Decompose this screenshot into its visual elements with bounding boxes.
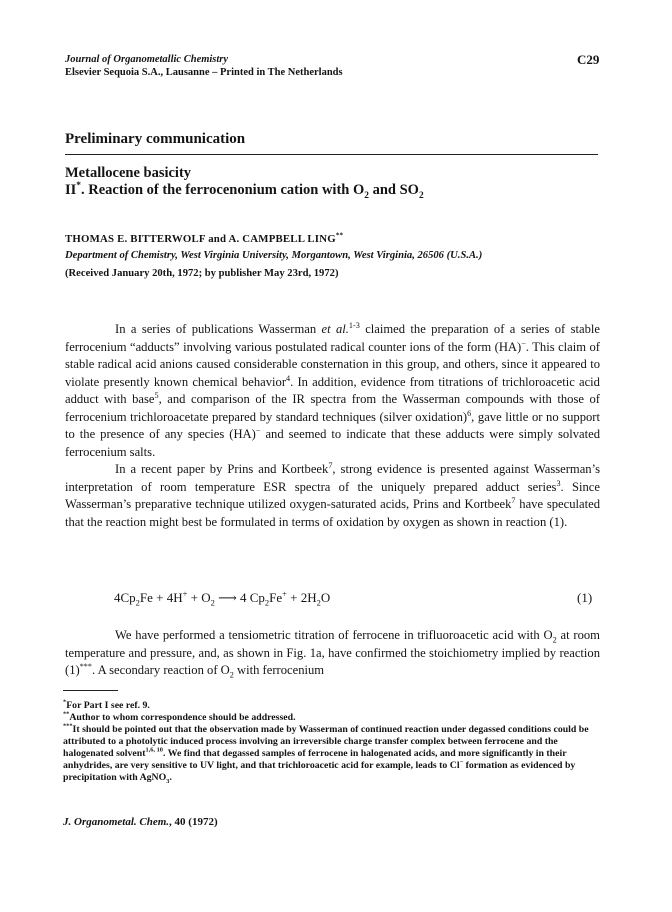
author-footnote-stars: ** <box>335 231 344 240</box>
reaction-arrow: ⟶ <box>214 590 240 605</box>
title-footnote-star: * <box>76 181 81 192</box>
paragraph-2: In a recent paper by Prins and Kortbeek$^7$, strong evidence is presented against Wasserman’s interpretation of room temperature ESR spectra of the uniquely prepared adduct series$^3$. Since Wasserman’s preparative technique utilized oxygen-saturated acids, Prins and Kortbeek$^7$ have speculated that the reaction might best be formulated in terms of oxidation by oxygen as shown in reaction (1). <box>65 460 600 529</box>
journal-citation-footer: J. Organometal. Chem., 40 (1972) <box>63 816 218 828</box>
received-dates: (Received January 20th, 1972; by publisher May 23rd, 1972) <box>65 268 339 279</box>
body-text <box>65 321 600 531</box>
equation-1: $4Cp_2Fe + 4H^+ + O_2$ ⟶ 4 $Cp_2Fe^+ + 2H_2O$ <box>114 588 331 608</box>
footnote-1: *For Part I see ref. 9. <box>63 698 150 711</box>
footnote-3: ***It should be pointed out that the observation made by Wasserman of continued reaction under degassed conditions could be attributed to a photolytic induced process involving an irreversible charge transfer complex between ferrocene and the halogenated solvent$^{1,6, 10}$. We find that degassed samples of ferrocene in halogenated acids, and more significantly in their anhydrides, are very sensitive to UV light, and that trichloroacetic acid for example, leads to Cl− formation as evidenced by precipitation with AgNO$_3$. <box>63 722 589 785</box>
affiliation: Department of Chemistry, West Virginia University, Morgantown, West Virginia, 26506 (U.S.A.) <box>65 250 483 261</box>
publisher-line: Elsevier Sequoia S.A., Lausanne – Printed in The Netherlands <box>65 67 343 78</box>
equation-number: (1) <box>577 590 593 605</box>
paper-title-line2: II*. Reaction of the ferrocenonium cation with $O_2$ and $SO_2$ <box>65 181 424 201</box>
body-text-continued <box>65 627 600 680</box>
paper-title-line1: Metallocene basicity <box>65 165 192 181</box>
footnotes <box>63 700 608 784</box>
section-divider <box>65 154 598 155</box>
section-label: Preliminary communication <box>65 131 246 147</box>
paragraph-3: We have performed a tensiometric titration of ferrocene in trifluoroacetic acid with $O_2$ at room temperature and pressure, and, as shown in Fig. 1a, have confirmed the stoichiometry implied by reaction (1)***. A secondary reaction of $O_2$ with ferrocenium <box>65 628 600 680</box>
footnote-2: **Author to whom correspondence should be addressed. <box>63 710 296 723</box>
page-code: C29 <box>577 52 600 67</box>
paragraph-1: In a series of publications Wasserman et al.$^{1-3}$ claimed the preparation of a series of stable ferrocenium “adducts” involving various postulated radical counter ions of the form (HA)−. This claim of stable radical acid anions caused considerable consternation in this group, and others, since it appeared to violate presently known chemical behavior$^4$. In addition, evidence from titrations of trichloroacetic acid adduct with base$^5$, and comparison of the IR spectra from the Wasserman compounds with those of ferrocenium trichloroacetate prepared by standard techniques (silver oxidation)$^6$, gave little or no support to the presence of any species (HA)− and seemed to indicate that these adducts were simply solvated ferrocenium salts. <box>65 320 600 459</box>
author-line: THOMAS E. BITTERWOLF and A. CAMPBELL LING** <box>65 231 344 245</box>
journal-name: Journal of Organometallic Chemistry <box>65 54 229 65</box>
footnote-divider <box>63 690 118 691</box>
